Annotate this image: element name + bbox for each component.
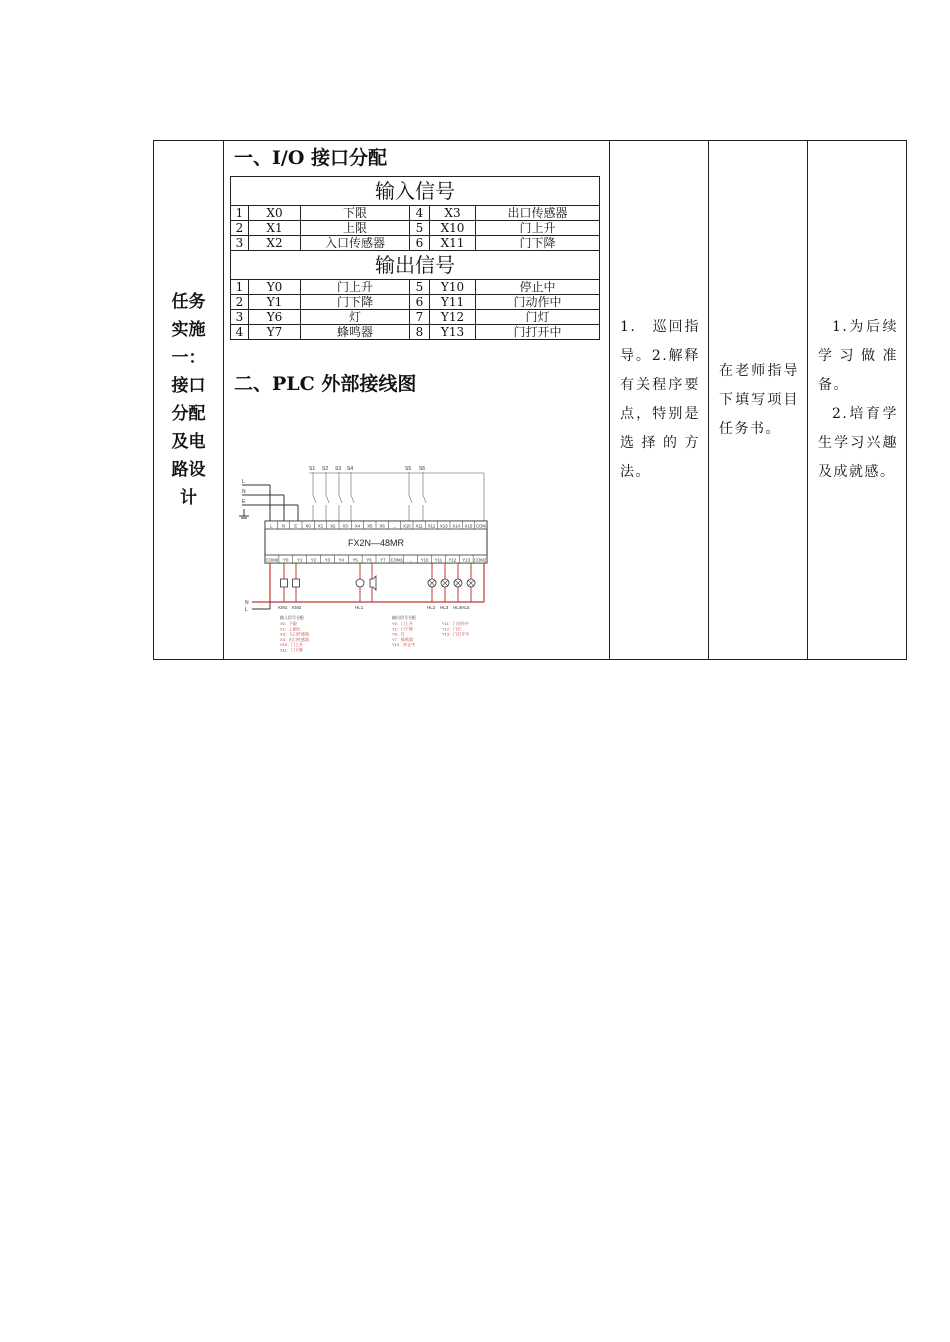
output-terminal: Y4 bbox=[338, 557, 344, 563]
input-terminal: N bbox=[281, 523, 286, 529]
switch-contact bbox=[326, 495, 329, 503]
buzzer-icon bbox=[370, 576, 376, 590]
output-terminal: Y10 bbox=[420, 557, 429, 563]
lamp-icon bbox=[356, 579, 364, 587]
input-terminal: X13 bbox=[440, 523, 448, 529]
io-cell-no-left: 2 bbox=[231, 221, 249, 236]
io-row bbox=[231, 221, 600, 236]
output-terminal: Y2 bbox=[310, 557, 317, 563]
io-cell-no-left: 1 bbox=[231, 206, 249, 221]
legend-input-item: X1：上限位 bbox=[280, 626, 301, 632]
switch-contact bbox=[423, 495, 426, 503]
output-terminal: Y11 bbox=[434, 557, 443, 563]
io-cell-addr-left: X2 bbox=[249, 236, 301, 251]
output-terminal: Y3 bbox=[324, 557, 331, 563]
io-cell-no-right: 8 bbox=[410, 325, 430, 340]
io-cell-no-right: 7 bbox=[410, 310, 430, 325]
legend-output-item: Y0：门上升 bbox=[392, 621, 413, 626]
legend-output-item: Y11：门动作中 bbox=[442, 621, 469, 626]
io-cell-func-left: 门上升 bbox=[301, 280, 410, 295]
io-row bbox=[231, 236, 600, 251]
load-label: HL2 bbox=[427, 605, 436, 610]
plc-model-label: FX2N—48MR bbox=[347, 538, 405, 548]
input-terminal: X4 bbox=[354, 523, 361, 529]
io-cell-func-right: 停止中 bbox=[476, 280, 600, 295]
output-terminal: COM1 bbox=[390, 557, 404, 563]
relay-coil-icon bbox=[293, 579, 300, 587]
input-signal-header: 输入信号 bbox=[231, 177, 600, 206]
plc-wiring-diagram bbox=[232, 459, 492, 659]
section2-title: 二、PLC 外部接线图 bbox=[234, 373, 417, 395]
io-cell-func-left: 灯 bbox=[301, 310, 410, 325]
io-row bbox=[231, 280, 600, 295]
io-cell-func-right: 门打开中 bbox=[476, 325, 600, 340]
load-label: HL3 bbox=[440, 605, 449, 610]
legend-input-item: X3：入口传感器 bbox=[280, 631, 309, 637]
io-cell-no-left: 2 bbox=[231, 295, 249, 310]
lesson-plan-table bbox=[153, 140, 907, 660]
design-intent-2: 2.培育学生学习兴趣及成就感。 bbox=[818, 406, 898, 480]
legend-input-item: X0：下限 bbox=[280, 621, 297, 626]
load-label: KM2 bbox=[292, 605, 302, 610]
io-cell-func-left: 门下降 bbox=[301, 295, 410, 310]
io-cell-func-left: 下限 bbox=[301, 206, 410, 221]
io-cell-addr-right: Y10 bbox=[430, 280, 476, 295]
output-terminal: COM0 bbox=[265, 557, 279, 563]
legend-output-title: 输出信号分配 bbox=[392, 615, 416, 620]
legend-input-item: X4：出口传感器 bbox=[280, 636, 309, 642]
io-cell-no-left: 1 bbox=[231, 280, 249, 295]
switch-contact bbox=[351, 495, 354, 503]
switch-label: S3 bbox=[335, 466, 342, 472]
io-cell-func-right: 出口传感器 bbox=[476, 206, 600, 221]
input-terminal: COM bbox=[475, 523, 486, 529]
output-signal-header: 输出信号 bbox=[231, 251, 600, 280]
io-cell-addr-left: X0 bbox=[249, 206, 301, 221]
output-terminal: Y13 bbox=[462, 557, 471, 563]
io-cell-addr-left: X1 bbox=[249, 221, 301, 236]
io-cell-func-right: 门动作中 bbox=[476, 295, 600, 310]
input-terminal: X15 bbox=[464, 523, 473, 529]
io-cell-addr-left: Y6 bbox=[249, 310, 301, 325]
switch-contact bbox=[339, 495, 342, 503]
power-label: N bbox=[245, 600, 249, 606]
io-cell-addr-right: Y13 bbox=[430, 325, 476, 340]
io-cell-no-left: 3 bbox=[231, 310, 249, 325]
input-terminal: X6 bbox=[379, 523, 385, 529]
load-label: HL4HL5 bbox=[453, 605, 470, 610]
io-cell-no-left: 3 bbox=[231, 236, 249, 251]
io-cell-func-right: 门上升 bbox=[476, 221, 600, 236]
legend-input-title: 输入信号分配 bbox=[280, 615, 304, 620]
io-cell-no-right: 6 bbox=[410, 295, 430, 310]
output-terminal: Y6 bbox=[366, 557, 372, 563]
legend-output-item: Y6：灯 bbox=[392, 631, 405, 637]
content-cell bbox=[224, 141, 610, 660]
io-cell-addr-right: X11 bbox=[430, 236, 476, 251]
output-terminal: Y12 bbox=[448, 557, 457, 563]
switch-label: S5 bbox=[405, 466, 412, 472]
io-assignment-table bbox=[230, 176, 600, 340]
io-cell-addr-right: X3 bbox=[430, 206, 476, 221]
input-terminal: X14 bbox=[452, 523, 460, 529]
section1-title: 一、I/O 接口分配 bbox=[234, 147, 387, 169]
input-terminal: ... bbox=[392, 523, 397, 529]
output-terminal: COM2 bbox=[473, 557, 487, 563]
guidance-text: 1. 巡回指导。2.解释有关程序要点，特别是选择的方法。 bbox=[620, 319, 700, 480]
io-cell-no-right: 5 bbox=[410, 280, 430, 295]
io-cell-no-left: 4 bbox=[231, 325, 249, 340]
io-cell-no-right: 4 bbox=[410, 206, 430, 221]
load-label: HL1 bbox=[355, 605, 364, 610]
switch-contact bbox=[313, 495, 316, 503]
io-cell-addr-right: Y11 bbox=[430, 295, 476, 310]
io-row bbox=[231, 295, 600, 310]
output-terminal: Y7 bbox=[380, 557, 386, 563]
io-cell-addr-left: Y0 bbox=[249, 280, 301, 295]
supply-label: L bbox=[242, 479, 245, 485]
output-terminal: ... bbox=[408, 557, 413, 563]
io-cell-no-right: 6 bbox=[410, 236, 430, 251]
input-terminal: X11 bbox=[415, 523, 423, 529]
io-cell-func-right: 门灯 bbox=[476, 310, 600, 325]
design-intent-cell bbox=[808, 141, 907, 660]
switch-contact bbox=[409, 495, 412, 503]
io-row bbox=[231, 325, 600, 340]
legend-output-item: Y10：停止中 bbox=[392, 642, 416, 648]
legend-input-item: X10：门上升 bbox=[280, 642, 304, 648]
legend-input-item: X11：门下降 bbox=[280, 647, 303, 653]
input-terminal: X5 bbox=[367, 523, 373, 529]
io-cell-func-left: 上限 bbox=[301, 221, 410, 236]
switch-label: S4 bbox=[347, 466, 354, 472]
io-cell-addr-right: Y12 bbox=[430, 310, 476, 325]
input-terminal: L bbox=[269, 523, 273, 529]
input-terminal: X2 bbox=[330, 523, 336, 529]
legend-output-item: Y13：门打开中 bbox=[442, 631, 470, 637]
output-terminal: Y5 bbox=[352, 557, 358, 563]
load-label: KM1 bbox=[278, 605, 288, 610]
input-terminal: X0 bbox=[305, 523, 311, 529]
legend-output-item: Y12：门灯 bbox=[442, 626, 462, 632]
output-terminal: Y0 bbox=[283, 557, 289, 563]
input-terminal: X3 bbox=[342, 523, 348, 529]
student-activity-text: 在老师指导下填写项目任务书。 bbox=[719, 362, 799, 437]
switch-label: S2 bbox=[322, 466, 329, 472]
io-cell-addr-left: Y7 bbox=[249, 325, 301, 340]
relay-coil-icon bbox=[281, 579, 288, 587]
input-terminal: X12 bbox=[427, 523, 436, 529]
legend-output-item: Y7：蜂鸣器 bbox=[392, 636, 413, 642]
input-terminal: E bbox=[294, 523, 298, 529]
io-cell-func-left: 入口传感器 bbox=[301, 236, 410, 251]
io-cell-func-right: 门下降 bbox=[476, 236, 600, 251]
input-terminal: X1 bbox=[317, 523, 324, 529]
switch-label: S1 bbox=[309, 466, 316, 472]
io-cell-no-right: 5 bbox=[410, 221, 430, 236]
task-cell bbox=[154, 141, 224, 660]
legend-output-item: Y1：门下降 bbox=[392, 626, 413, 632]
guidance-cell bbox=[610, 141, 709, 660]
io-row bbox=[231, 206, 600, 221]
task-label: 任务实施一：接口分配及电路设计 bbox=[171, 292, 206, 508]
power-label: L bbox=[245, 607, 248, 613]
io-row bbox=[231, 310, 600, 325]
io-cell-addr-left: Y1 bbox=[249, 295, 301, 310]
student-activity-cell bbox=[709, 141, 808, 660]
supply-label: N bbox=[242, 489, 246, 495]
io-cell-addr-right: X10 bbox=[430, 221, 476, 236]
supply-label: E bbox=[242, 499, 246, 505]
io-cell-func-left: 蜂鸣器 bbox=[301, 325, 410, 340]
input-terminal: X10 bbox=[403, 523, 411, 529]
design-intent-1: 1.为后续学习做准备。 bbox=[818, 319, 898, 393]
switch-label: S6 bbox=[419, 466, 426, 472]
output-terminal: Y1 bbox=[297, 557, 303, 563]
